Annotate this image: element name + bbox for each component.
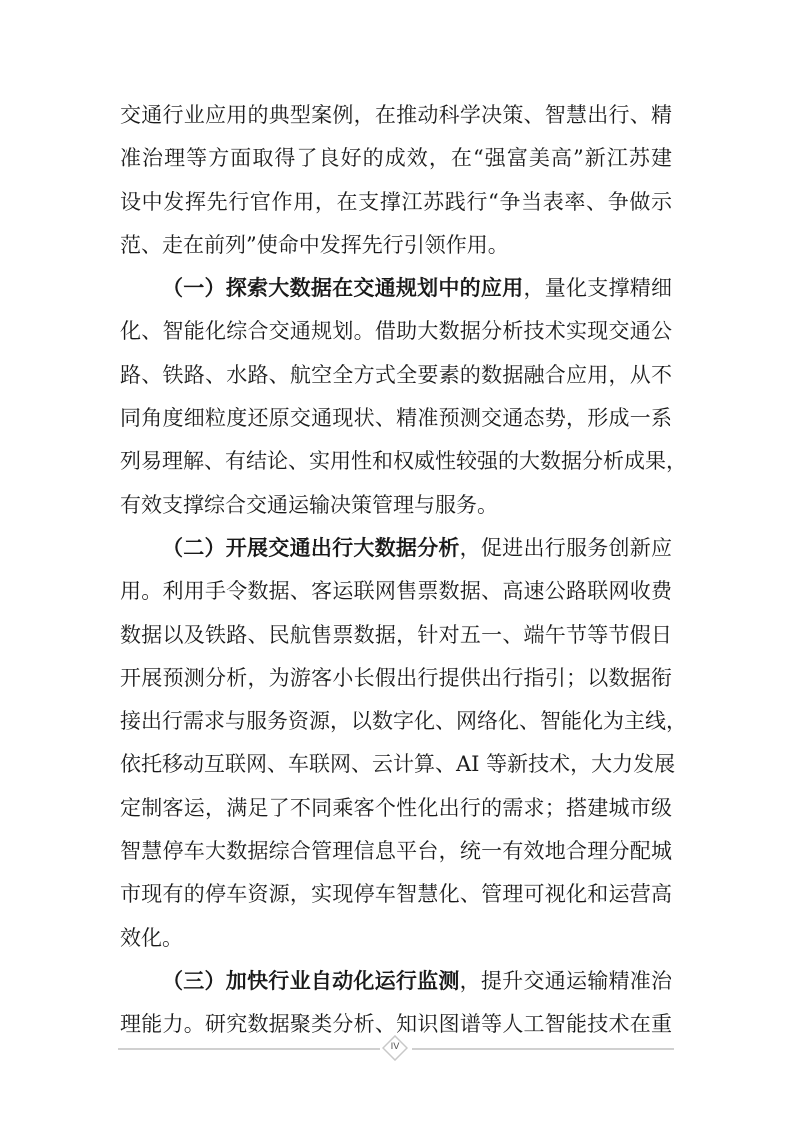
body-line: 有效支撑综合交通运输决策管理与服务。 xyxy=(120,492,498,517)
section-first-line xyxy=(120,960,672,1003)
section-heading-1: （一）探索大数据在交通规划中的应用 xyxy=(162,276,524,301)
body-line: 定制客运，满足了不同乘客个性化出行的需求；搭建城市级 xyxy=(120,795,672,820)
body-line: 依托移动互联网、车联网、云计算、AI 等新技术，大力发展 xyxy=(120,752,676,777)
document-body xyxy=(120,94,687,1047)
body-line: 设中发挥先行官作用，在支撑江苏践行“争当表率、争做示 xyxy=(120,189,672,214)
body-line: 市现有的停车资源，实现停车智慧化、管理可视化和运营高 xyxy=(120,882,672,907)
section-first-line xyxy=(120,267,672,310)
body-line: 智慧停车大数据综合管理信息平台，统一有效地合理分配城 xyxy=(120,839,672,864)
body-line: 用。利用手令数据、客运联网售票数据、高速公路联网收费 xyxy=(120,579,672,604)
section-heading-3: （三）加快行业自动化运行监测 xyxy=(162,968,460,993)
footer-rule-right xyxy=(412,1048,674,1050)
body-line: 数据以及铁路、民航售票数据，针对五一、端午节等节假日 xyxy=(120,622,672,647)
body-line: 同角度细粒度还原交通现状、精准预测交通态势，形成一系 xyxy=(120,406,672,431)
section-heading-rest: ，提升交通运输精准治 xyxy=(459,968,673,993)
page-number: IV xyxy=(390,1042,400,1052)
body-line: 准治理等方面取得了良好的成效，在“强富美高”新江苏建 xyxy=(120,146,672,171)
body-line: 接出行需求与服务资源，以数字化、网络化、智能化为主线， xyxy=(120,709,687,734)
body-line: 化、智能化综合交通规划。借助大数据分析技术实现交通公 xyxy=(120,319,672,344)
section-heading-rest: ，促进出行服务创新应 xyxy=(459,535,673,560)
body-line: 理能力。研究数据聚类分析、知识图谱等人工智能技术在重 xyxy=(120,1012,672,1037)
body-line: 效化。 xyxy=(120,925,183,950)
body-line: 路、铁路、水路、航空全方式全要素的数据融合应用，从不 xyxy=(120,362,672,387)
body-line: 列易理解、有结论、实用性和权威性较强的大数据分析成果， xyxy=(120,449,687,474)
section-heading-2: （二）开展交通出行大数据分析 xyxy=(162,535,460,560)
section-first-line xyxy=(120,527,672,570)
section-heading-rest: ，量化支撑精细 xyxy=(523,276,673,301)
page-footer xyxy=(118,1034,674,1062)
footer-rule-left xyxy=(118,1048,380,1050)
body-line: 开展预测分析，为游客小长假出行提供出行指引；以数据衔 xyxy=(120,665,672,690)
body-line: 交通行业应用的典型案例，在推动科学决策、智慧出行、精 xyxy=(120,103,672,127)
body-line: 范、走在前列”使命中发挥先行引领作用。 xyxy=(120,232,509,257)
